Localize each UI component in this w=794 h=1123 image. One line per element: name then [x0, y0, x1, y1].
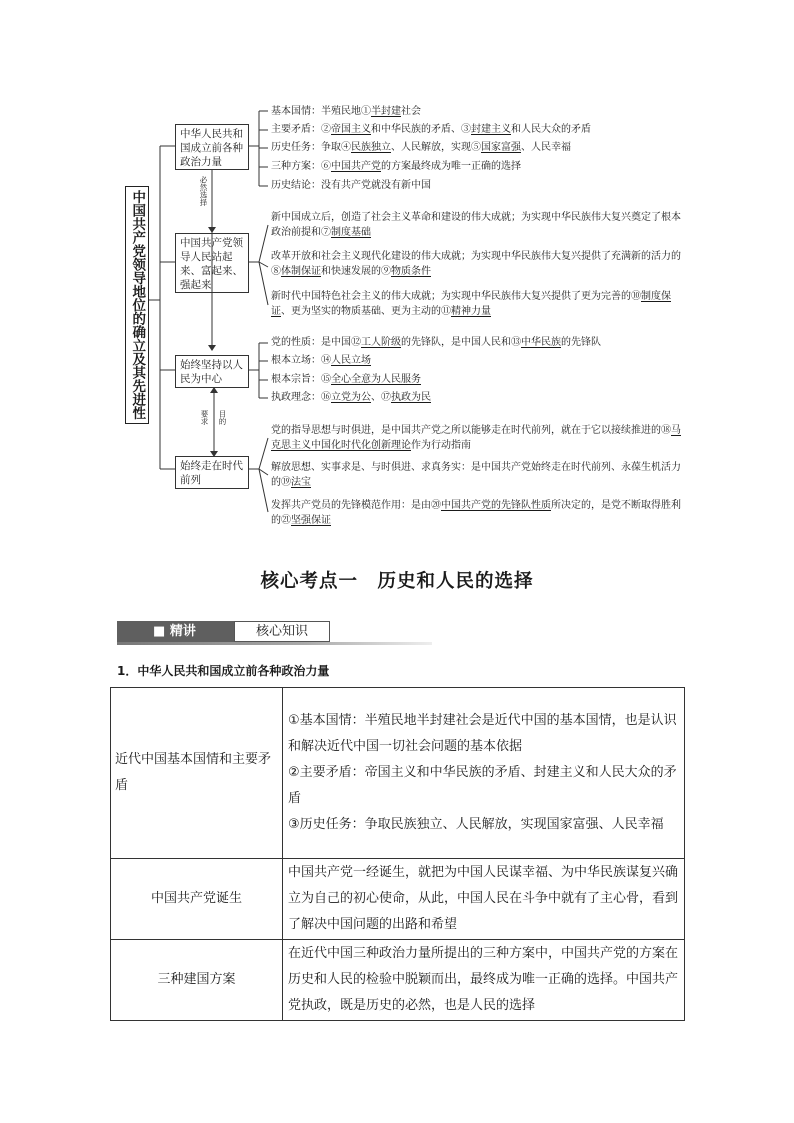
mindmap-branch-4: 始终走在时代前列	[175, 456, 249, 489]
leaf-new-era-achievement: 新时代中国特色社会主义的伟大成就；为实现中华民族伟大复兴提供了更为完善的⑩制度保证、更为坚实的物质基础、更为主动的⑪精神力量	[271, 291, 671, 317]
mindmap-branch-3: 始终坚持以人民为中心	[175, 355, 249, 388]
leaf-reform-achievement: 改革开放和社会主义现代化建设的伟大成就；为实现中华民族伟大复兴提供了充满新的活力的⑧体制保证和快速发展的⑨物质条件	[271, 251, 681, 277]
leaf-party-nature: 党的性质：是中国⑫工人阶级的先锋队，是中国人民和⑬中华民族的先锋队	[271, 337, 601, 348]
table-cell-content: 中国共产党一经诞生，就把为中国人民谋幸福、为中华民族谋复兴确立为自己的初心使命，从此，中国人民在斗争中就有了主心骨，看到了解决中国问题的出路和希望	[283, 859, 685, 940]
section-banner	[117, 621, 432, 645]
table-row	[111, 940, 685, 1021]
table-cell-label: 近代中国基本国情和主要矛盾	[111, 688, 283, 859]
leaf-magic-weapon: 解放思想、实事求是、与时俱进、求真务实：是中国共产党始终走在时代前列、永葆生机活力的⑲法宝	[271, 462, 681, 488]
mindmap-branch-1: 中华人民共和国成立前各种政治力量	[175, 124, 249, 170]
mindmap-root: 中国共产党领导地位的确立及其先进性	[125, 186, 149, 424]
leaf-three-plans: 三种方案：⑥中国共产党的方案最终成为唯一正确的选择	[271, 161, 521, 172]
arrow-label-inevitable: 必然选择	[199, 176, 208, 206]
leaf-historical-task: 历史任务：争取④民族独立、人民解放，实现⑤国家富强、人民幸福	[271, 142, 571, 153]
table-row	[111, 688, 685, 859]
leaf-fundamental-stance: 根本立场：⑭人民立场	[271, 355, 371, 366]
leaf-main-contradiction: 主要矛盾：②帝国主义和中华民族的矛盾、③封建主义和人民大众的矛盾	[271, 124, 591, 135]
banner-tag: ■ 精讲	[117, 621, 234, 642]
arrow-label-purpose: 目的	[218, 410, 227, 425]
leaf-founding-achievement: 新中国成立后，创造了社会主义革命和建设的伟大成就；为实现中华民族伟大复兴奠定了根本政治前提和⑦制度基础	[271, 212, 681, 238]
table-cell-content: 在近代中国三种政治力量所提出的三种方案中，中国共产党的方案在历史和人民的检验中脱颖而出，最终成为唯一正确的选择。中国共产党执政，既是历史的必然，也是人民的选择	[283, 940, 685, 1021]
leaf-vanguard-role: 发挥共产党员的先锋模范作用：是由⑳中国共产党的先锋队性质所决定的，是党不断取得胜利的㉑坚强保证	[271, 500, 681, 526]
leaf-fundamental-purpose: 根本宗旨：⑮全心全意为人民服务	[271, 374, 421, 385]
section-heading: 核心考点一 历史和人民的选择	[260, 571, 534, 592]
table-cell-label: 中国共产党诞生	[111, 859, 283, 940]
table-row	[111, 859, 685, 940]
mindmap-branch-2: 中国共产党领导人民站起来、富起来、强起来	[175, 233, 249, 293]
banner-underline	[117, 642, 432, 645]
subheading: 1．中华人民共和国成立前各种政治力量	[117, 664, 330, 678]
arrow-label-require: 要求	[200, 410, 209, 425]
leaf-historical-conclusion: 历史结论：没有共产党就没有新中国	[271, 180, 431, 191]
table-cell-content: ①基本国情：半殖民地半封建社会是近代中国的基本国情，也是认识和解决近代中国一切社会问题的基本依据 ②主要矛盾：帝国主义和中华民族的矛盾、封建主义和人民大众的矛盾 ③历史任务：争取民族独立、人民解放，实现国家富强、人民幸福	[283, 688, 685, 859]
leaf-governing-philosophy: 执政理念：⑯立党为公、⑰执政为民	[271, 392, 431, 403]
leaf-basic-condition: 基本国情：半殖民地①半封建社会	[271, 106, 421, 117]
knowledge-table	[110, 687, 685, 1021]
leaf-guiding-thought: 党的指导思想与时俱进，是中国共产党之所以能够走在时代前列，就在于它以接续推进的⑱马克思主义中国化时代化创新理论作为行动指南	[271, 425, 681, 451]
table-cell-label: 三种建国方案	[111, 940, 283, 1021]
banner-label: 核心知识	[234, 621, 330, 642]
